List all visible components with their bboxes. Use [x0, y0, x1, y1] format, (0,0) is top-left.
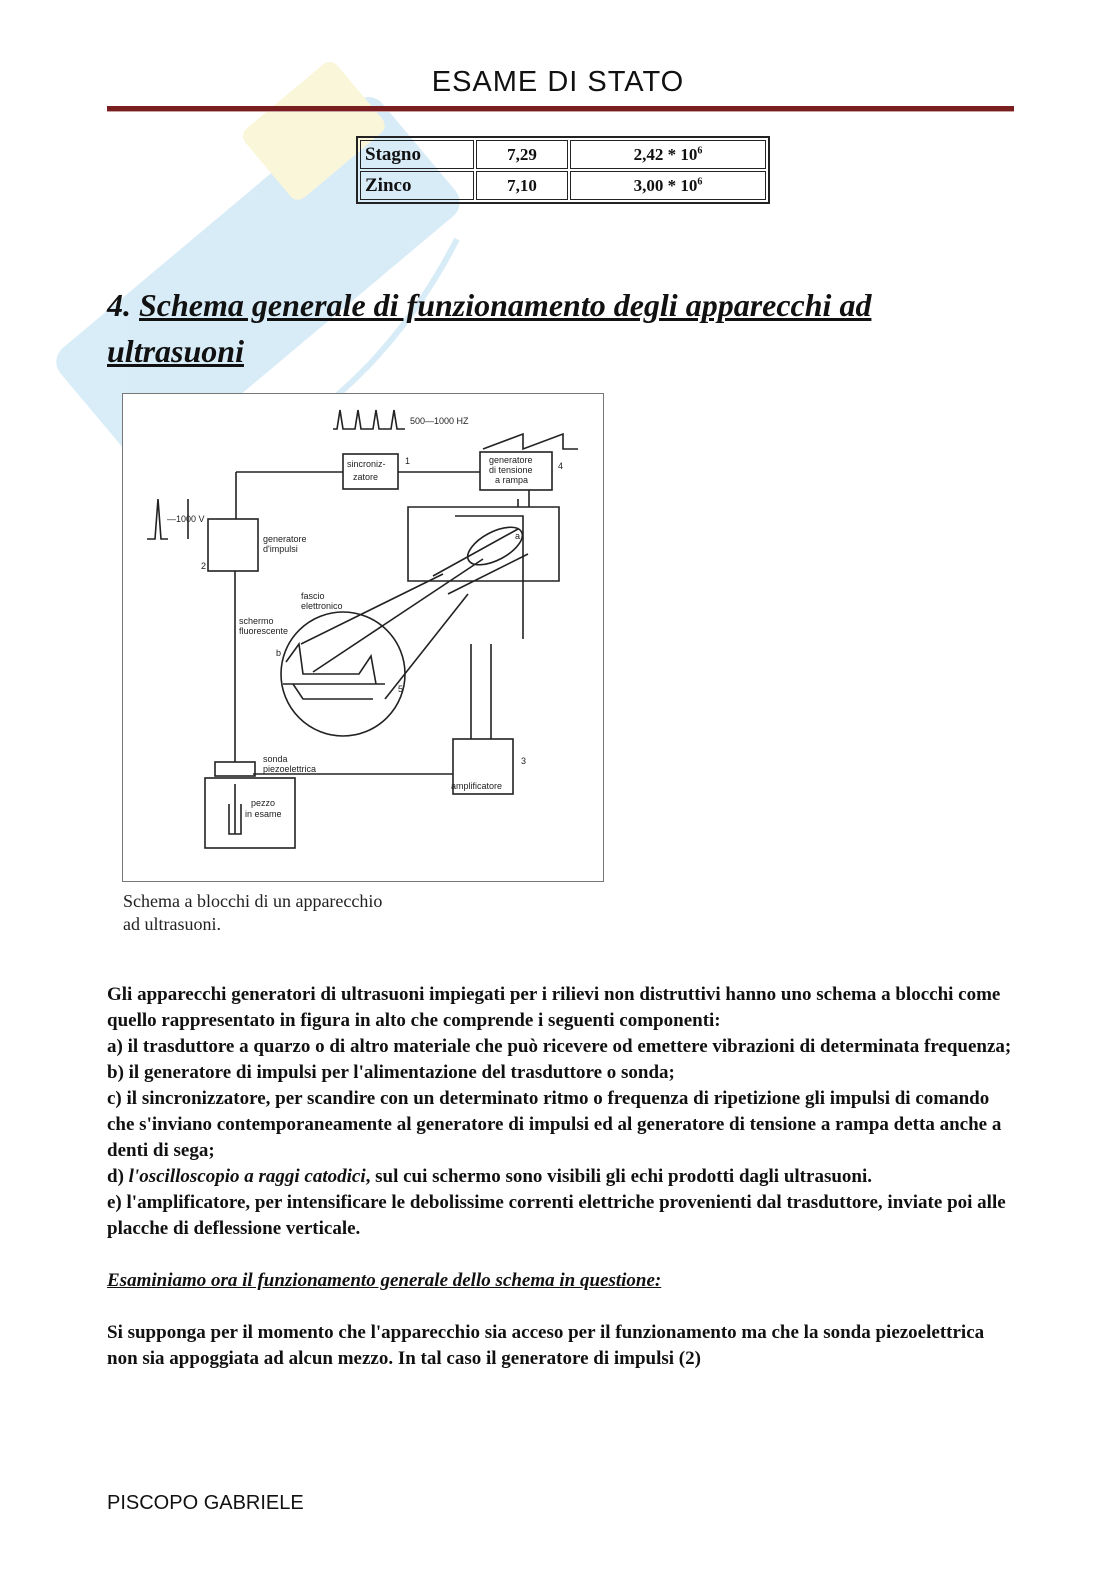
- paragraph-2: Si supponga per il momento che l'apparecchio sia acceso per il funzionamento ma che la sonda piezoelettrica non sia appoggiata ad alcun mezzo. In tal caso il generatore di impulsi (2): [107, 1322, 985, 1369]
- section-title-line2: ultrasuoni: [107, 333, 244, 369]
- material-name: Stagno: [360, 140, 474, 169]
- list-item-a: a) il trasduttore a quarzo o di altro materiale che può ricevere od emettere vibrazioni di determinata frequenza;: [107, 1036, 1012, 1057]
- label-beam-2: elettronico: [301, 601, 343, 611]
- label-ramp-1: generatore: [489, 455, 533, 465]
- label-beam-1: fascio: [301, 591, 325, 601]
- diagram-svg: [123, 394, 603, 881]
- section-heading: [107, 282, 987, 374]
- label-sync-1: sincroniz-: [347, 459, 386, 469]
- figure-caption: [123, 890, 483, 936]
- list-item-e: e) l'amplificatore, per intensificare le debolissime correnti elettriche provenienti dal trasduttore, inviate poi alle placche di deflessione verticale.: [107, 1192, 1006, 1239]
- caption-line2: ad ultrasuoni.: [123, 914, 221, 934]
- footer-author: PISCOPO GABRIELE: [107, 1492, 304, 1514]
- label-probe-1: sonda: [263, 754, 288, 764]
- label-ramp-3: a rampa: [495, 475, 529, 485]
- label-frequency: 500—1000 HZ: [410, 416, 469, 426]
- label-pulse-1: generatore: [263, 534, 307, 544]
- pulse-generator-box: [208, 519, 258, 571]
- header-divider: [107, 106, 1014, 112]
- ultrasound-block-diagram: [122, 393, 604, 882]
- label-num-3: 3: [521, 756, 527, 766]
- material-density: 7,10: [476, 171, 568, 200]
- label-a: a: [515, 531, 521, 541]
- material-impedance: $3,00 * 10^6$: [570, 171, 766, 200]
- table-row: [360, 140, 766, 169]
- material-name: Zinco: [360, 171, 474, 200]
- page-header-title: ESAME DI STATO: [431, 66, 685, 98]
- label-screen-2: fluorescente: [239, 626, 289, 636]
- label-b: b: [276, 648, 282, 658]
- label-amplifier: amplificatore: [451, 781, 503, 791]
- section-number: 4.: [107, 287, 131, 323]
- caption-line1: Schema a blocchi di un apparecchio: [123, 891, 383, 911]
- list-item-b: b) il generatore di impulsi per l'alimentazione del trasduttore o sonda;: [107, 1062, 675, 1083]
- probe: [215, 762, 255, 776]
- label-num-5: 5: [398, 684, 404, 694]
- label-num-4: 4: [558, 461, 564, 471]
- label-ramp-2: di tensione: [489, 465, 533, 475]
- label-probe-2: piezoelettrica: [263, 764, 317, 774]
- label-num-1: 1: [405, 456, 411, 466]
- material-properties-table: [356, 136, 770, 204]
- table-row: [360, 171, 766, 200]
- intro-paragraph: Gli apparecchi generatori di ultrasuoni impiegati per i rilievi non distruttivi hanno uno schema a blocchi come quello rappresentato in figura in alto che comprende i seguenti componenti:: [107, 984, 1001, 1031]
- list-item-c: c) il sincronizzatore, per scandire con un determinato ritmo o frequenza di ripetizione gli impulsi di comando che s'inviano contemporaneamente al generatore di impulsi ed al generatore di tensione a rampa detta anche a denti di sega;: [107, 1088, 1002, 1161]
- label-sync-2: zatore: [353, 472, 379, 482]
- label-pulse-2: d'impulsi: [263, 544, 298, 554]
- material-density: 7,29: [476, 140, 568, 169]
- subheading: Esaminiamo ora il funzionamento generale dello schema in questione:: [107, 1270, 662, 1291]
- label-screen-1: schermo: [239, 616, 274, 626]
- list-item-d: d) l'oscilloscopio a raggi catodici, sul cui schermo sono visibili gli echi prodotti dagli ultrasuoni.: [107, 1166, 872, 1187]
- body-text: [107, 982, 1017, 1372]
- label-piece-2: in esame: [245, 809, 282, 819]
- label-num-2: 2: [201, 561, 207, 571]
- section-title-line1: Schema generale di funzionamento degli apparecchi ad: [139, 287, 872, 323]
- label-voltage: —1000 V: [167, 514, 205, 524]
- material-impedance: $2,42 * 10^6$: [570, 140, 766, 169]
- label-piece-1: pezzo: [251, 798, 276, 808]
